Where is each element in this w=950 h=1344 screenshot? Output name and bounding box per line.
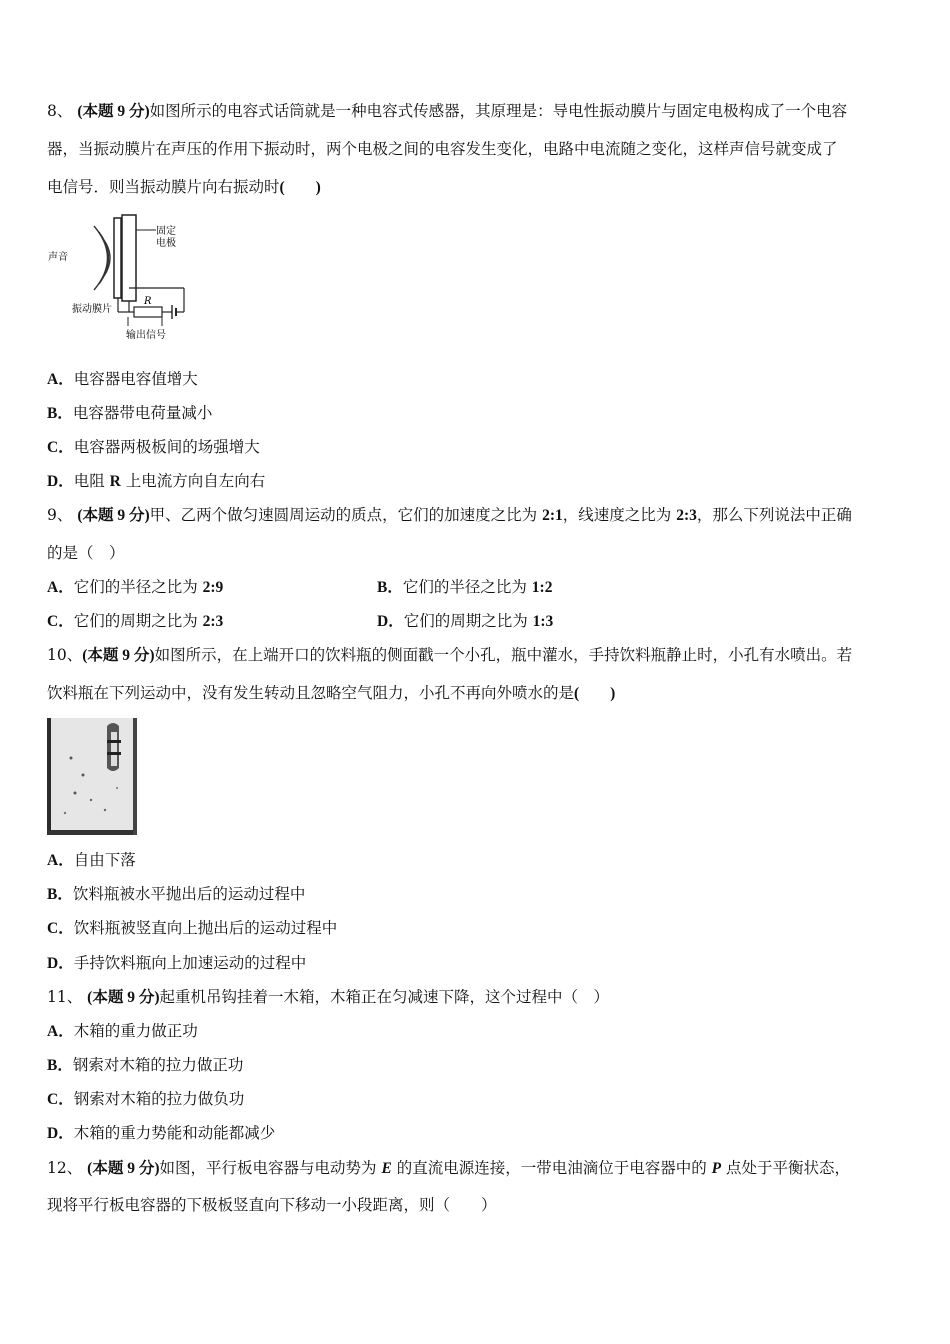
label-fixed-2: 电极: [156, 238, 176, 249]
option-text: 它们的周期之比为: [403, 612, 533, 630]
q9-ratio-accel: 2:1: [542, 507, 563, 524]
option-key: A．: [47, 371, 74, 388]
q10-answer-paren: ( ): [574, 685, 616, 702]
option-key: A．: [47, 1023, 74, 1040]
option-key: D．: [47, 1125, 74, 1142]
option-key: B．: [47, 1057, 73, 1074]
q8-stem-1: 如图所示的电容式话筒就是一种电容式传感器，其原理是：导电性振动膜片与固定电极构成了一个电容: [149, 102, 848, 120]
q11-option-b[interactable]: [47, 1055, 243, 1076]
option-value: 2:3: [202, 613, 224, 630]
q9-ratio-velocity: 2:3: [676, 507, 697, 524]
q8-option-a[interactable]: [47, 369, 198, 390]
option-text: 自由下落: [73, 851, 136, 869]
q9-stem-c: ，那么下列说法中正确: [696, 506, 852, 524]
q8-line-2: 器，当振动膜片在声压的作用下振动时，两个电极之间的电容发生变化，电路中电流随之变化，这样声信号就变成了: [47, 140, 838, 158]
option-text: 电容器两极板间的场强增大: [73, 438, 260, 456]
q9-score-tag: (本题 9 分): [77, 507, 150, 524]
q9-option-c[interactable]: [47, 611, 223, 632]
q9-stem-a: 甲、乙两个做匀速圆周运动的质点，它们的加速度之比为: [149, 506, 543, 524]
microphone-figure: [44, 210, 194, 345]
q10-line-2: [47, 683, 615, 704]
option-text: 钢索对木箱的拉力做负功: [73, 1090, 245, 1108]
q10-stem-2: 饮料瓶在下列运动中，没有发生转动且忽略空气阻力，小孔不再向外喷水的是: [47, 684, 575, 702]
membrane-shape: [114, 218, 121, 298]
q12-stem-a: 如图，平行板电容器与电动势为: [159, 1159, 382, 1177]
label-output: 输出信号: [126, 330, 166, 341]
q10-option-b[interactable]: [47, 884, 305, 905]
option-text: 手持饮料瓶向上加速运动的过程中: [73, 954, 307, 972]
option-text: 饮料瓶被水平抛出后的运动过程中: [72, 885, 306, 903]
q8-option-d[interactable]: [47, 471, 265, 492]
resistor-shape: [134, 307, 162, 317]
label-membrane: 振动膜片: [72, 304, 112, 315]
option-value: 2:9: [202, 579, 224, 596]
option-text: 木箱的重力势能和动能都减少: [73, 1124, 276, 1142]
q9-stem-b: ，线速度之比为: [562, 506, 677, 524]
q10-line-1: [47, 645, 852, 666]
q11-option-c[interactable]: [47, 1089, 244, 1110]
option-text: 饮料瓶被竖直向上抛出后的运动过程中: [73, 919, 338, 937]
q10-number: 10、: [47, 646, 83, 664]
option-key: A．: [47, 852, 74, 869]
q11-stem: 起重机吊钩挂着一木箱，木箱正在匀减速下降，这个过程中（ ）: [159, 988, 610, 1006]
option-key: C．: [47, 439, 74, 456]
option-key: B．: [377, 579, 403, 596]
q11-number: 11、: [47, 988, 83, 1006]
q12-stem-c: 点处于平衡状态，: [721, 1159, 851, 1177]
q12-stem-b: 的直流电源连接，一带电油滴位于电容器中的: [391, 1159, 712, 1177]
q12-score-tag: (本题 9 分): [87, 1160, 160, 1177]
q8-line-1: [47, 101, 847, 122]
q9-option-a[interactable]: [47, 577, 223, 598]
option-text: 它们的半径之比为: [73, 578, 203, 596]
option-text: 电容器电容值增大: [73, 370, 198, 388]
q9-line-2: 的是（ ）: [47, 544, 125, 562]
q8-number: 8、: [47, 102, 73, 120]
q10-option-d[interactable]: [47, 953, 306, 974]
label-fixed-1: 固定: [156, 226, 176, 237]
q11-option-a[interactable]: [47, 1021, 198, 1042]
q8-option-c[interactable]: [47, 437, 260, 458]
option-text: 电容器带电荷量减小: [72, 404, 213, 422]
option-text: 它们的周期之比为: [73, 612, 203, 630]
option-text: 它们的半径之比为: [402, 578, 532, 596]
q8-option-b[interactable]: [47, 403, 212, 424]
option-key: D．: [47, 473, 74, 490]
q8-stem-3: 电信号．则当振动膜片向右振动时: [47, 178, 280, 196]
option-text-2: 上电流方向自左向右: [120, 472, 266, 490]
option-key: A．: [47, 579, 74, 596]
q11-line-1: [47, 987, 609, 1008]
option-text: 钢索对木箱的拉力做正功: [72, 1056, 244, 1074]
q9-number: 9、: [47, 506, 73, 524]
option-key: D．: [47, 955, 74, 972]
q12-line-2: 现将平行板电容器的下极板竖直向下移动一小段距离，则（ ）: [47, 1196, 497, 1214]
bottle-photo: [47, 718, 137, 835]
option-value: 1:2: [531, 579, 553, 596]
q11-option-d[interactable]: [47, 1123, 275, 1144]
option-key: C．: [47, 920, 74, 937]
sound-wave-3: [94, 226, 108, 290]
option-value: 1:3: [532, 613, 554, 630]
option-key: B．: [47, 405, 73, 422]
q10-option-a[interactable]: [47, 850, 136, 871]
option-key: B．: [47, 886, 73, 903]
q8-answer-paren: ( ): [279, 179, 321, 196]
option-key: C．: [47, 613, 74, 630]
option-text: 木箱的重力做正功: [73, 1022, 198, 1040]
q8-score-tag: (本题 9 分): [77, 103, 150, 120]
option-symbol-r: R: [109, 473, 121, 490]
q10-stem-1: 如图所示，在上端开口的饮料瓶的侧面戳一个小孔，瓶中灌水，手持饮料瓶静止时，小孔有水喷出。若: [154, 646, 853, 664]
label-sound: 声音: [48, 252, 68, 263]
q8-line-3: [47, 177, 321, 198]
label-resistor: R: [144, 296, 152, 307]
option-key: C．: [47, 1091, 74, 1108]
q11-score-tag: (本题 9 分): [87, 989, 160, 1006]
q9-option-d[interactable]: [377, 611, 553, 632]
option-key: D．: [377, 613, 404, 630]
q9-option-b[interactable]: [377, 577, 552, 598]
q9-line-1: [47, 505, 852, 526]
q12-line-1: [47, 1158, 850, 1179]
q12-number: 12、: [47, 1159, 83, 1177]
option-text: 电阻: [73, 472, 110, 490]
q10-score-tag: (本题 9 分): [82, 647, 155, 664]
q10-option-c[interactable]: [47, 918, 337, 939]
q12-symbol-p: P: [711, 1160, 722, 1177]
q12-symbol-e: E: [381, 1160, 392, 1177]
